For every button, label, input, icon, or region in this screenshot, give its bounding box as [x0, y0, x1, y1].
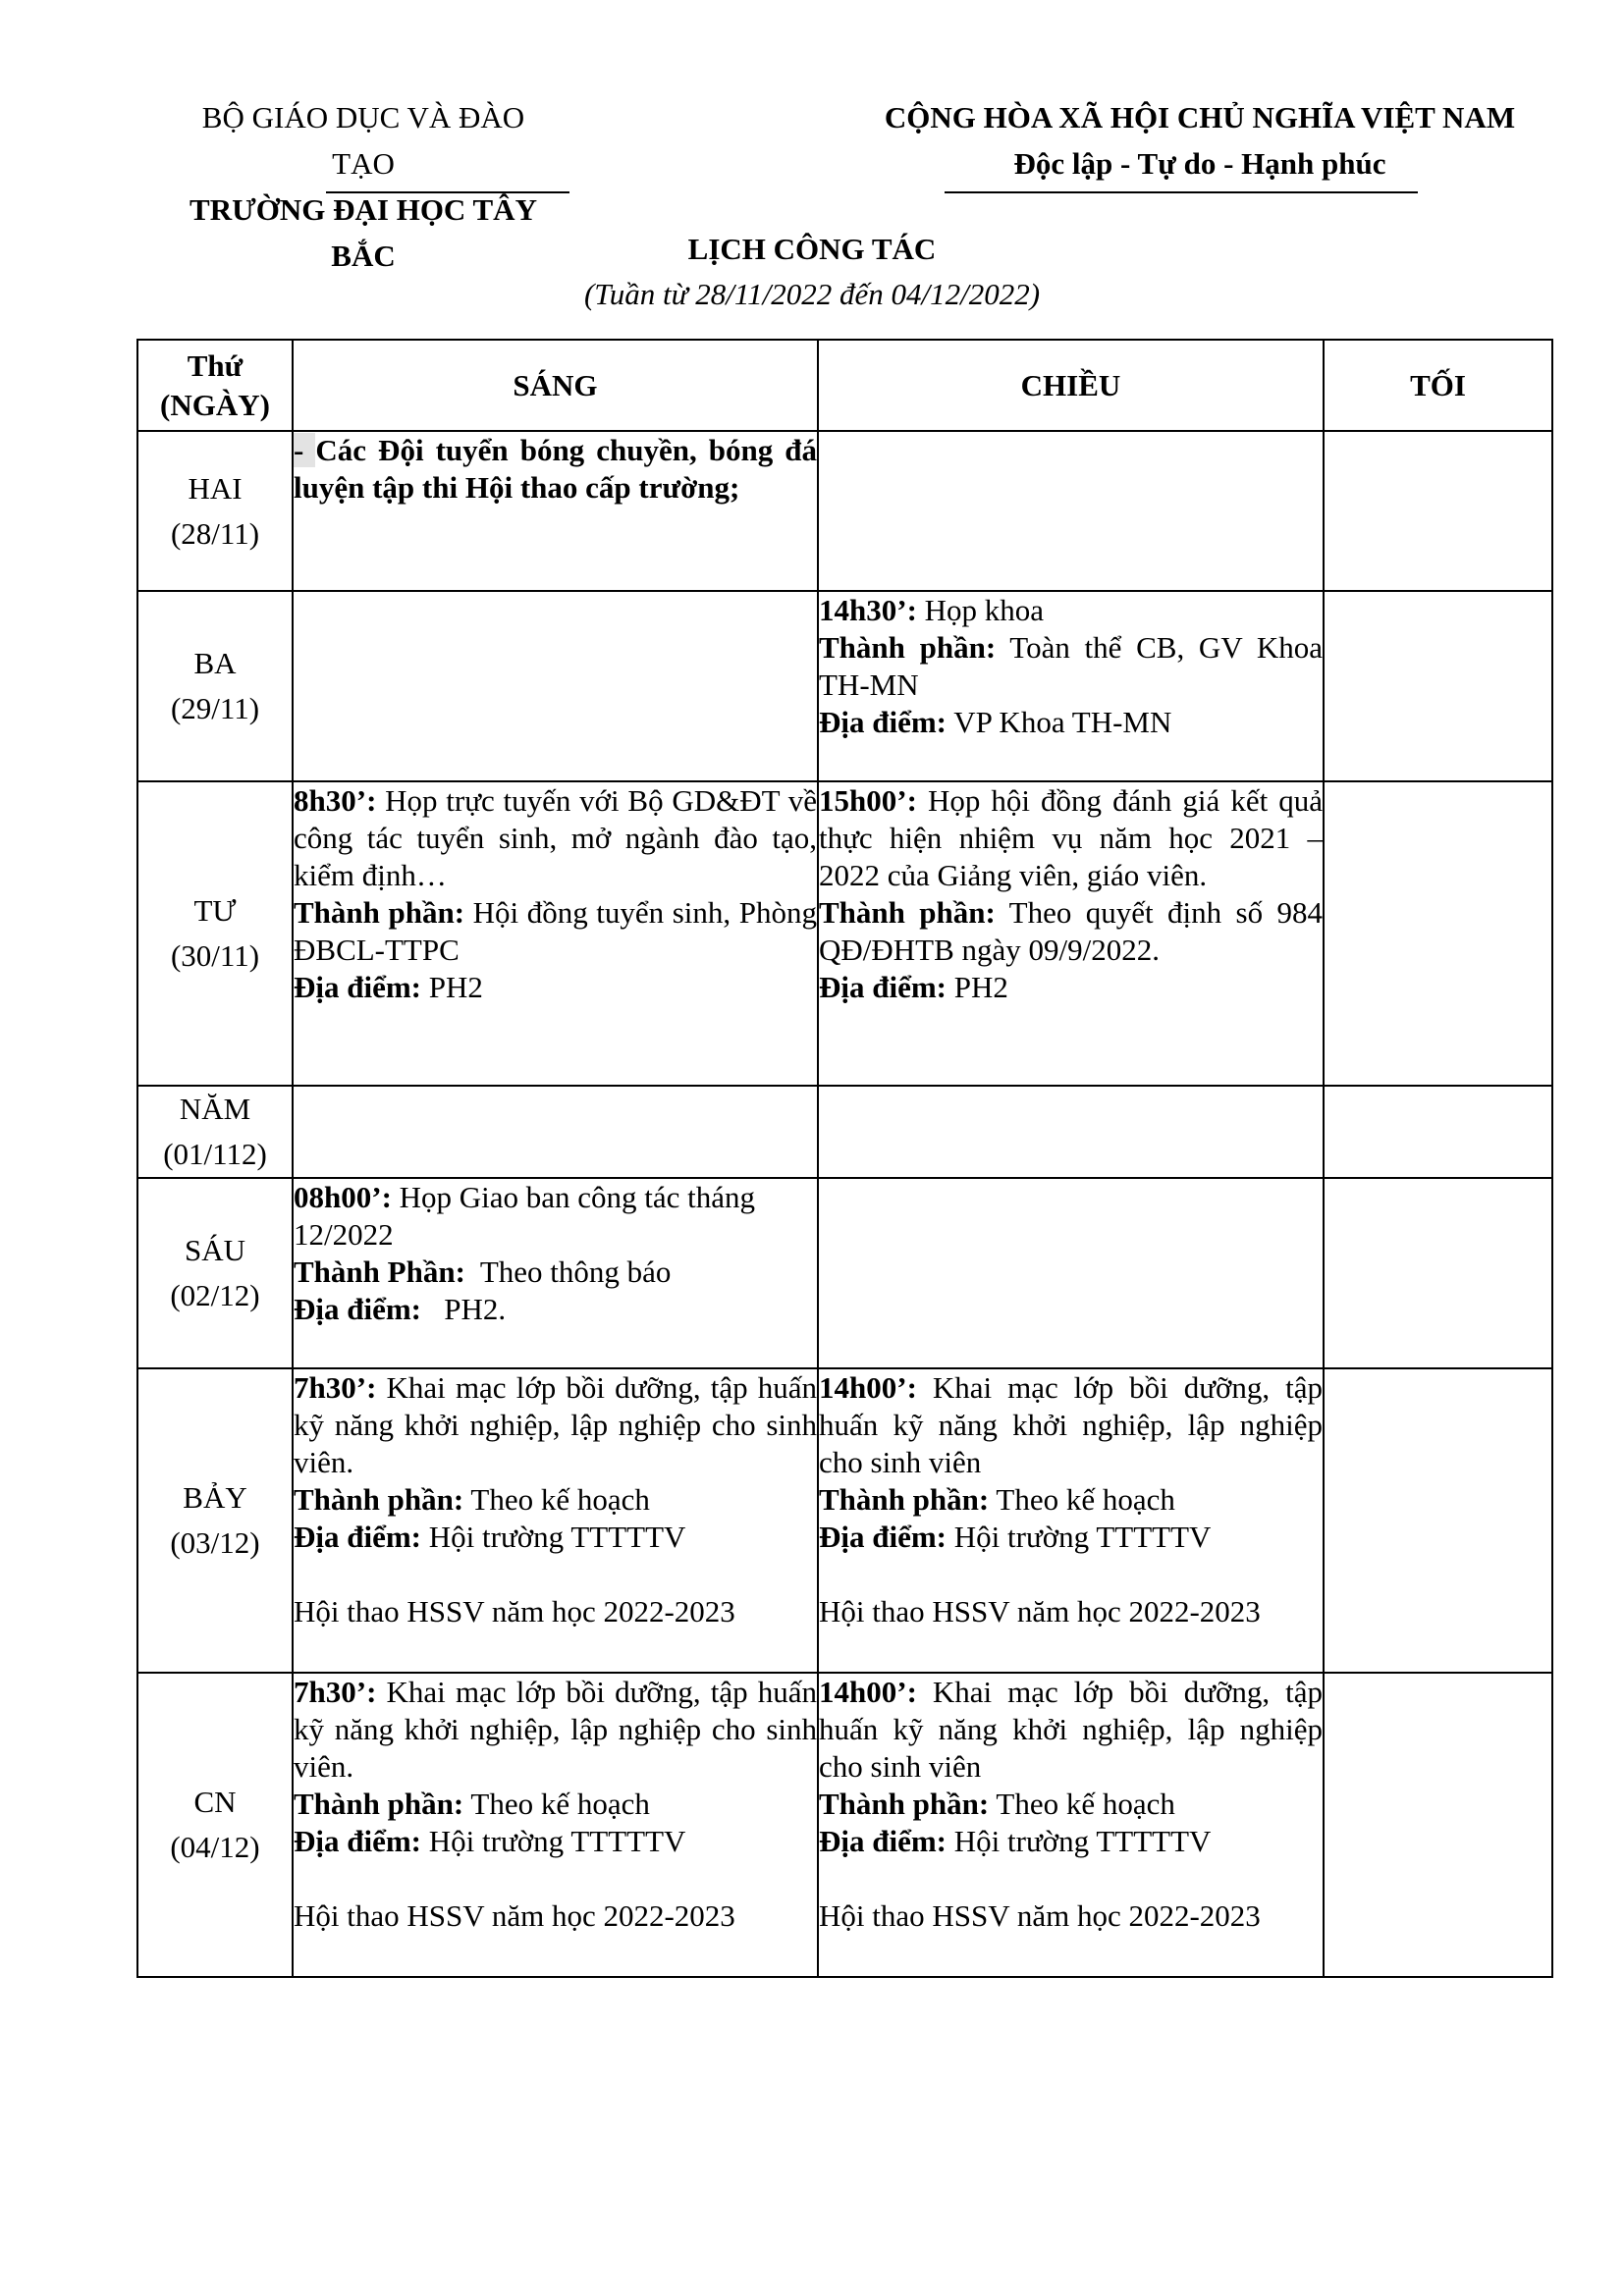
schedule-table	[136, 339, 1553, 1978]
participants-text: Theo quyết định số 984 QĐ/ĐHTB ngày 09/9/2022.	[819, 895, 1323, 967]
dash-mark: -	[294, 433, 316, 467]
table-row	[137, 1086, 1552, 1178]
location-text: PH2	[947, 970, 1008, 1004]
afternoon-cell	[818, 1086, 1324, 1178]
location-label: Địa điểm:	[294, 1292, 422, 1326]
afternoon-cell	[818, 1368, 1324, 1673]
afternoon-cell	[818, 591, 1324, 781]
activity-time: 14h00’:	[819, 1370, 917, 1405]
day-cell: TƯ (30/11)	[137, 781, 293, 1086]
morning-cell	[293, 1368, 818, 1673]
morning-cell	[293, 1086, 818, 1178]
day-cell: HAI (28/11)	[137, 431, 293, 591]
evening-cell	[1324, 1673, 1552, 1977]
spacer	[819, 1556, 1323, 1593]
evening-cell	[1324, 431, 1552, 591]
afternoon-cell	[818, 1178, 1324, 1368]
header-morning: SÁNG	[293, 340, 818, 431]
activity-text: Họp hội đồng đánh giá kết quả thực hiện nhiệm vụ năm học 2021 – 2022 của Giảng viên, giáo viên.	[819, 783, 1323, 892]
location-label: Địa điểm:	[294, 1824, 422, 1858]
table-row	[137, 1178, 1552, 1368]
afternoon-cell	[818, 781, 1324, 1086]
spacer	[294, 1556, 817, 1593]
table-row	[137, 431, 1552, 591]
location-label: Địa điểm:	[294, 970, 422, 1004]
activity-time: 14h00’:	[819, 1675, 917, 1709]
activity-time: 08h00’:	[294, 1180, 392, 1214]
location-label: Địa điểm:	[294, 1520, 422, 1554]
location-label: Địa điểm:	[819, 1824, 947, 1858]
day-cell: SÁU (02/12)	[137, 1178, 293, 1368]
participants-label: Thành phần:	[819, 895, 996, 930]
participants-text: Theo thông báo	[464, 1255, 672, 1289]
motto-underline	[945, 191, 1418, 193]
evening-cell	[1324, 591, 1552, 781]
document-subtitle: (Tuần từ 28/11/2022 đến 04/12/2022)	[583, 277, 1041, 311]
location-text: Hội trường TTTTTV	[947, 1824, 1212, 1858]
afternoon-cell	[818, 431, 1324, 591]
table-header-row	[137, 340, 1552, 431]
header-day: Thứ (NGÀY)	[137, 340, 293, 431]
day-cell: CN (04/12)	[137, 1673, 293, 1977]
spacer	[294, 1860, 817, 1897]
participants-text: Theo kế hoạch	[463, 1787, 650, 1821]
location-text: VP Khoa TH-MN	[947, 705, 1172, 739]
participants-text: Hội đồng tuyển sinh, Phòng ĐBCL-TTPC	[294, 895, 817, 967]
header-evening: TỐI	[1324, 340, 1552, 431]
location-text: PH2.	[421, 1292, 507, 1326]
location-label: Địa điểm:	[819, 1520, 947, 1554]
document-title: LỊCH CÔNG TÁC	[687, 232, 937, 266]
morning-cell	[293, 431, 818, 591]
location-text: Hội trường TTTTTV	[421, 1520, 686, 1554]
table-row	[137, 1368, 1552, 1673]
activity-time: 8h30’:	[294, 783, 377, 818]
activity-text: Họp khoa	[916, 593, 1045, 627]
national-motto: Độc lập - Tự do - Hạnh phúc	[1013, 146, 1386, 181]
evening-cell	[1324, 1368, 1552, 1673]
table-row	[137, 1673, 1552, 1977]
day-cell: NĂM (01/112)	[137, 1086, 293, 1178]
location-text: Hội trường TTTTTV	[947, 1520, 1212, 1554]
participants-text: Toàn thể CB, GV Khoa TH-MN	[819, 630, 1323, 702]
ministry-name: BỘ GIÁO DỤC VÀ ĐÀO TẠO	[201, 100, 525, 181]
participants-label: Thành phần:	[819, 1482, 990, 1517]
participants-label: Thành phần:	[294, 1787, 464, 1821]
activity-time: 7h30’:	[294, 1370, 377, 1405]
morning-cell	[293, 591, 818, 781]
header-afternoon: CHIỀU	[818, 340, 1324, 431]
activity-time: 15h00’:	[819, 783, 917, 818]
participants-label: Thành phần:	[819, 630, 997, 665]
location-label: Địa điểm:	[819, 705, 947, 739]
activity-text: Họp Giao ban công tác tháng 12/2022	[294, 1180, 756, 1252]
activity-time: 14h30’:	[819, 593, 917, 627]
participants-label: Thành Phần:	[294, 1255, 465, 1289]
activity-text: Khai mạc lớp bồi dưỡng, tập huấn kỹ năng khởi nghiệp, lập nghiệp cho sinh viên	[819, 1675, 1323, 1784]
extra-event: Hội thao HSSV năm học 2022-2023	[294, 1898, 735, 1933]
day-cell: BA (29/11)	[137, 591, 293, 781]
participants-text: Theo kế hoạch	[463, 1482, 650, 1517]
extra-event: Hội thao HSSV năm học 2022-2023	[819, 1594, 1261, 1629]
activity-time: 7h30’:	[294, 1675, 377, 1709]
extra-event: Hội thao HSSV năm học 2022-2023	[294, 1594, 735, 1629]
national-header	[856, 94, 1543, 187]
activity-text: Khai mạc lớp bồi dưỡng, tập huấn kỹ năng khởi nghiệp, lập nghiệp cho sinh viên.	[294, 1370, 817, 1479]
location-text: Hội trường TTTTTV	[421, 1824, 686, 1858]
university-name: TRƯỜNG ĐẠI HỌC TÂY BẮC	[189, 192, 537, 273]
activity-text: Khai mạc lớp bồi dưỡng, tập huấn kỹ năng khởi nghiệp, lập nghiệp cho sinh viên	[819, 1370, 1323, 1479]
location-text: PH2	[421, 970, 483, 1004]
participants-label: Thành phần:	[294, 1482, 464, 1517]
participants-text: Theo kế hoạch	[989, 1787, 1175, 1821]
participants-label: Thành phần:	[819, 1787, 990, 1821]
participants-text: Theo kế hoạch	[989, 1482, 1175, 1517]
participants-label: Thành phần:	[294, 895, 465, 930]
afternoon-cell	[818, 1673, 1324, 1977]
day-cell: BẢY (03/12)	[137, 1368, 293, 1673]
table-row	[137, 781, 1552, 1086]
location-label: Địa điểm:	[819, 970, 947, 1004]
activity-text: Khai mạc lớp bồi dưỡng, tập huấn kỹ năng khởi nghiệp, lập nghiệp cho sinh viên.	[294, 1675, 817, 1784]
morning-cell	[293, 781, 818, 1086]
evening-cell	[1324, 1086, 1552, 1178]
activity-text: Họp trực tuyến với Bộ GD&ĐT về công tác tuyển sinh, mở ngành đào tạo, kiểm định…	[294, 783, 817, 892]
evening-cell	[1324, 781, 1552, 1086]
country-name: CỘNG HÒA XÃ HỘI CHỦ NGHĨA VIỆT NAM	[884, 100, 1516, 134]
morning-cell	[293, 1673, 818, 1977]
extra-event: Hội thao HSSV năm học 2022-2023	[819, 1898, 1261, 1933]
spacer	[819, 1860, 1323, 1897]
evening-cell	[1324, 1178, 1552, 1368]
issuer-underline	[326, 191, 569, 193]
activity-text: Các Đội tuyển bóng chuyền, bóng đá luyện tập thi Hội thao cấp trường;	[294, 433, 818, 505]
table-row	[137, 591, 1552, 781]
morning-cell	[293, 1178, 818, 1368]
